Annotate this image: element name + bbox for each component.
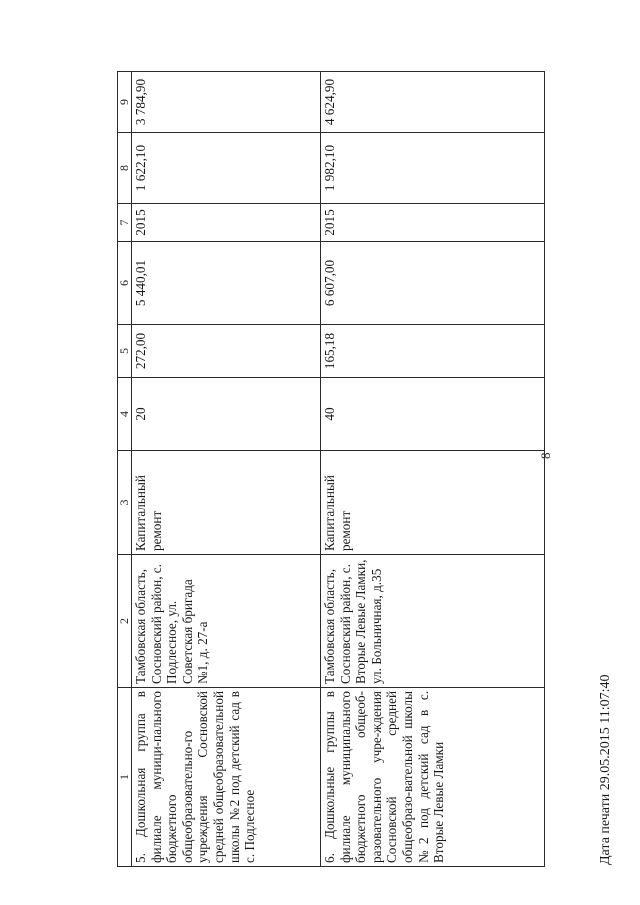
object-name-cell: 5. Дошкольная группа в филиале муници-пального бюджетного общеобразовательно-го учреждения Сосновской средней общеобразовательной школы №2 под детский сад в с. Подлесное bbox=[132, 688, 321, 867]
table-row bbox=[132, 72, 321, 867]
header-row bbox=[118, 72, 132, 867]
header-cell-7: 7 bbox=[118, 204, 132, 242]
capacity-cell: 40 bbox=[321, 378, 545, 451]
object-name-cell: 6. Дошкольные группы в филиале муниципального бюджетного общеоб-разовательного учре-ждения Сосновской средней общеобразо-вательной школы №2 под детский сад в с. Вторые Левые Ламки bbox=[321, 688, 545, 867]
budget-table bbox=[117, 71, 545, 867]
year-cell: 2015 bbox=[321, 204, 545, 242]
page-number: 8 bbox=[538, 452, 553, 459]
address-cell: Тамбовская область, Сосновский район, с. Подлесное, ул. Советская бригада №1, д. 27-а bbox=[132, 555, 321, 688]
address-cell: Тамбовская область, Сосновский район, с. Вторые Левые Ламки, ул. Больничная, д.35 bbox=[321, 555, 545, 688]
value-cell-9: 3 784,90 bbox=[132, 72, 321, 133]
value-cell-6: 5 440,01 bbox=[132, 242, 321, 325]
print-date: Дата печати 29.05.2015 11:07:40 bbox=[598, 674, 613, 865]
value-cell-5: 165,18 bbox=[321, 325, 545, 378]
capacity-cell: 20 bbox=[132, 378, 321, 451]
header-cell-3: 3 bbox=[118, 451, 132, 555]
header-cell-1: 1 bbox=[118, 688, 132, 867]
header-cell-6: 6 bbox=[118, 242, 132, 325]
header-cell-9: 9 bbox=[118, 72, 132, 133]
table-row bbox=[321, 72, 545, 867]
value-cell-8: 1 622,10 bbox=[132, 133, 321, 204]
value-cell-6: 6 607,00 bbox=[321, 242, 545, 325]
header-cell-2: 2 bbox=[118, 555, 132, 688]
header-cell-4: 4 bbox=[118, 378, 132, 451]
value-cell-8: 1 982,10 bbox=[321, 133, 545, 204]
header-cell-8: 8 bbox=[118, 133, 132, 204]
work-type-cell: Капитальный ремонт bbox=[321, 451, 545, 555]
value-cell-9: 4 624,90 bbox=[321, 72, 545, 133]
header-cell-5: 5 bbox=[118, 325, 132, 378]
year-cell: 2015 bbox=[132, 204, 321, 242]
value-cell-5: 272,00 bbox=[132, 325, 321, 378]
work-type-cell: Капитальный ремонт bbox=[132, 451, 321, 555]
